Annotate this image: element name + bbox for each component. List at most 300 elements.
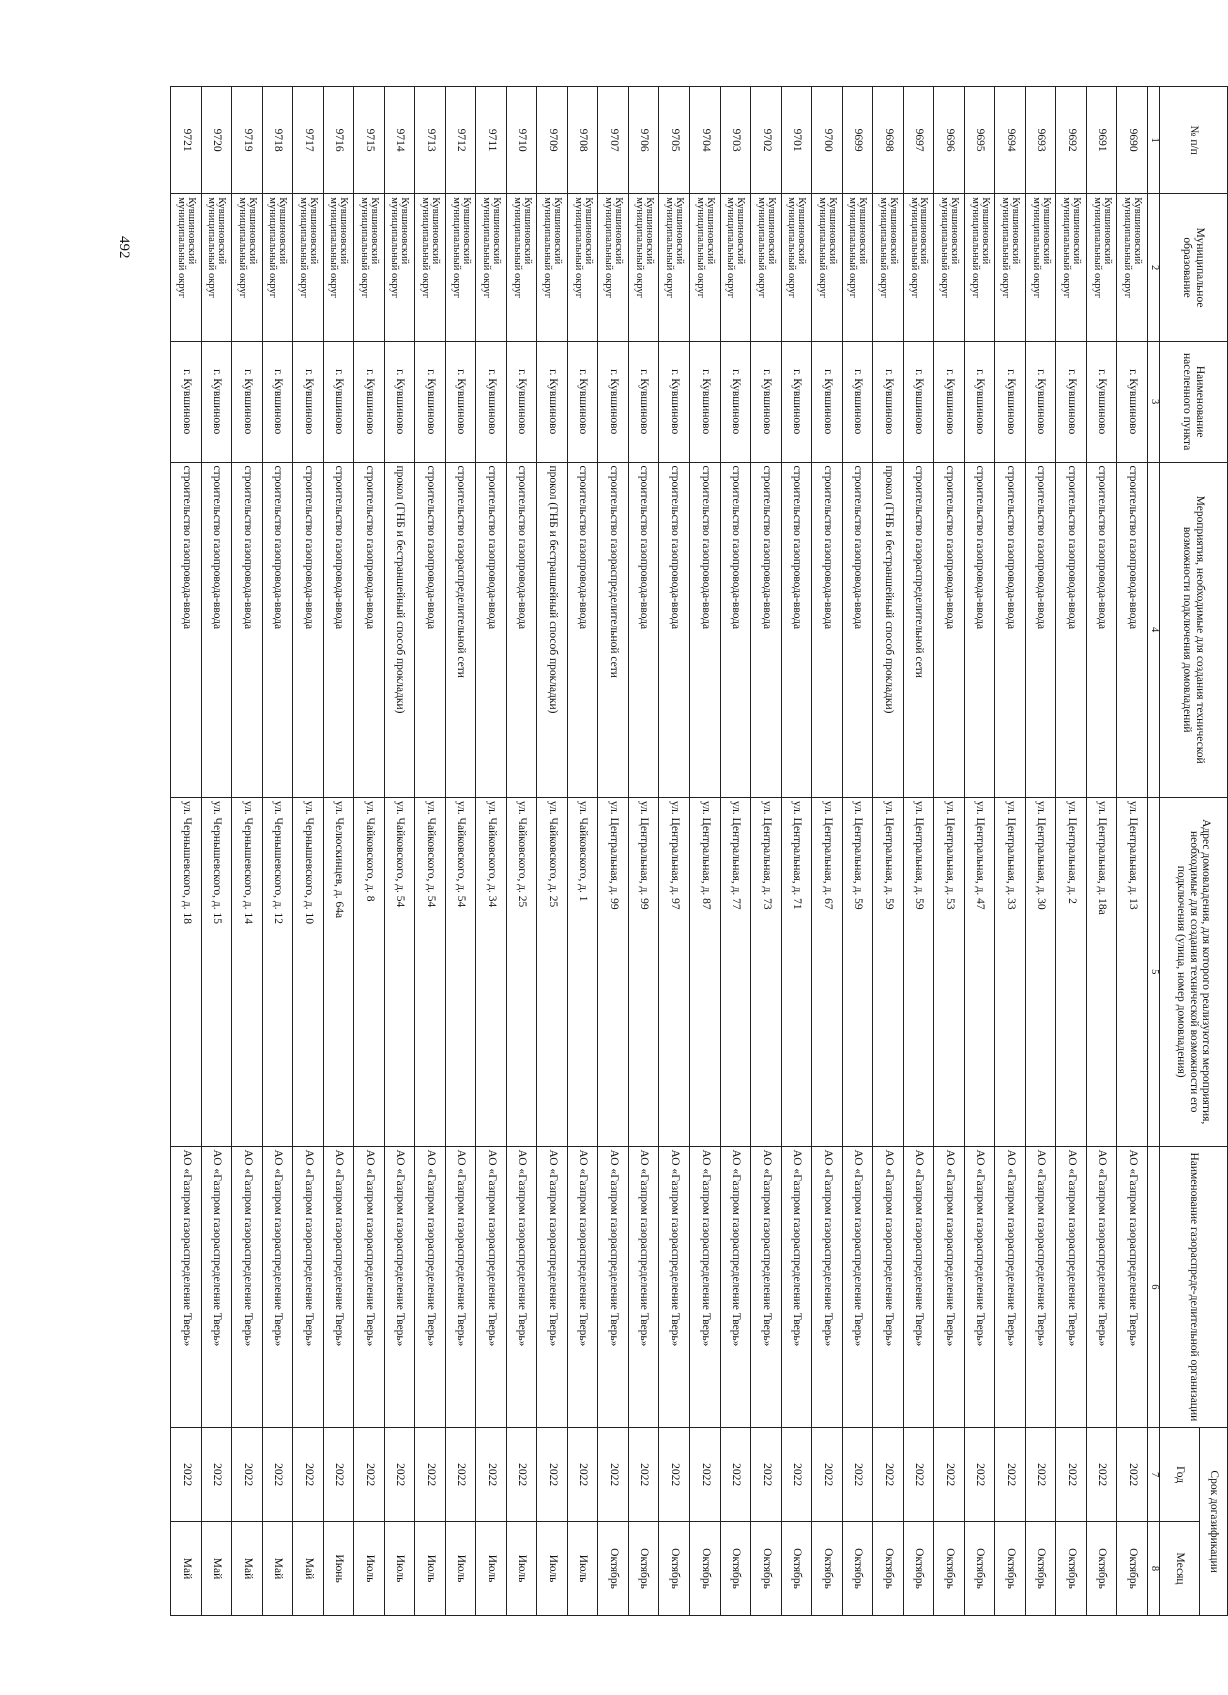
action-cell: строительство газопровода-ввода: [201, 462, 232, 797]
municipality-cell: Кувшиновский муниципальный округ: [903, 194, 934, 342]
municipality-cell: Кувшиновский муниципальный округ: [1056, 194, 1087, 342]
municipality-cell: Кувшиновский муниципальный округ: [506, 194, 537, 342]
table-row: [1117, 87, 1148, 1616]
table-row: [415, 87, 446, 1616]
address-cell: ул. Центральная, д. 67: [812, 797, 843, 1146]
row-number-cell: 9698: [873, 87, 904, 194]
action-cell: строительство газопровода-ввода: [1086, 462, 1117, 797]
row-number-cell: 9709: [537, 87, 568, 194]
index-cell: 1: [1148, 87, 1160, 194]
month-cell: Октябрь: [1086, 1522, 1117, 1616]
row-number-cell: 9696: [934, 87, 965, 194]
header-year: Год: [1160, 1428, 1200, 1522]
table-row: [781, 87, 812, 1616]
year-cell: 2022: [201, 1428, 232, 1522]
municipality-cell: Кувшиновский муниципальный округ: [1117, 194, 1148, 342]
address-cell: ул. Центральная, д. 87: [690, 797, 721, 1146]
month-cell: Июль: [537, 1522, 568, 1616]
month-cell: Октябрь: [751, 1522, 782, 1616]
row-number-cell: 9716: [323, 87, 354, 194]
table-row: [384, 87, 415, 1616]
row-number-cell: 9695: [964, 87, 995, 194]
address-cell: ул. Чернышевского, д. 18: [171, 797, 202, 1146]
locality-cell: г. Кувшиново: [232, 341, 263, 462]
header-deadline: Срок догазификации: [1200, 1428, 1228, 1616]
address-cell: ул. Центральная, д. 99: [598, 797, 629, 1146]
table-row: [293, 87, 324, 1616]
year-cell: 2022: [934, 1428, 965, 1522]
month-cell: Октябрь: [934, 1522, 965, 1616]
address-cell: ул. Чайковского, д. 25: [506, 797, 537, 1146]
table-row: [628, 87, 659, 1616]
table-row: [171, 87, 202, 1616]
address-cell: ул. Чайковского, д. 25: [537, 797, 568, 1146]
organization-cell: АО «Газпром газораспределение Тверь»: [537, 1146, 568, 1428]
month-cell: Июль: [384, 1522, 415, 1616]
table-row: [262, 87, 293, 1616]
organization-cell: АО «Газпром газораспределение Тверь»: [598, 1146, 629, 1428]
row-number-cell: 9700: [812, 87, 843, 194]
year-cell: 2022: [384, 1428, 415, 1522]
table-row: [537, 87, 568, 1616]
address-cell: ул. Чернышевского, д. 15: [201, 797, 232, 1146]
year-cell: 2022: [476, 1428, 507, 1522]
action-cell: прокол (ГНБ и бестраншейный способ прокладки): [873, 462, 904, 797]
address-cell: ул. Центральная, д. 71: [781, 797, 812, 1146]
organization-cell: АО «Газпром газораспределение Тверь»: [842, 1146, 873, 1428]
row-number-cell: 9719: [232, 87, 263, 194]
municipality-cell: Кувшиновский муниципальный округ: [171, 194, 202, 342]
action-cell: строительство газопровода-ввода: [354, 462, 385, 797]
municipality-cell: Кувшиновский муниципальный округ: [628, 194, 659, 342]
header-org: Наименование газораспреде-делительной организации: [1160, 1146, 1228, 1428]
municipality-cell: Кувшиновский муниципальный округ: [598, 194, 629, 342]
locality-cell: г. Кувшиново: [171, 341, 202, 462]
month-cell: Июнь: [323, 1522, 354, 1616]
year-cell: 2022: [964, 1428, 995, 1522]
municipality-cell: Кувшиновский муниципальный округ: [445, 194, 476, 342]
locality-cell: г. Кувшиново: [598, 341, 629, 462]
year-cell: 2022: [567, 1428, 598, 1522]
year-cell: 2022: [232, 1428, 263, 1522]
table-row: [506, 87, 537, 1616]
action-cell: прокол (ГНБ и бестраншейный способ прокладки): [384, 462, 415, 797]
locality-cell: г. Кувшиново: [628, 341, 659, 462]
month-cell: Июль: [415, 1522, 446, 1616]
year-cell: 2022: [293, 1428, 324, 1522]
year-cell: 2022: [1056, 1428, 1087, 1522]
row-number-cell: 9706: [628, 87, 659, 194]
month-cell: Июль: [506, 1522, 537, 1616]
locality-cell: г. Кувшиново: [262, 341, 293, 462]
table-row: [445, 87, 476, 1616]
municipality-cell: Кувшиновский муниципальный округ: [812, 194, 843, 342]
organization-cell: АО «Газпром газораспределение Тверь»: [201, 1146, 232, 1428]
table-row: [934, 87, 965, 1616]
action-cell: строительство газопровода-ввода: [476, 462, 507, 797]
municipality-cell: Кувшиновский муниципальный округ: [384, 194, 415, 342]
table-row: [1056, 87, 1087, 1616]
address-cell: ул. Центральная, д. 99: [628, 797, 659, 1146]
row-number-cell: 9705: [659, 87, 690, 194]
address-cell: ул. Чайковского, д. 54: [445, 797, 476, 1146]
address-cell: ул. Чернышевского, д. 12: [262, 797, 293, 1146]
year-cell: 2022: [995, 1428, 1026, 1522]
address-cell: ул. Чайковского, д. 54: [384, 797, 415, 1146]
action-cell: строительство газопровода-ввода: [262, 462, 293, 797]
header-address: Адрес домовладения, для которого реализуются мероприятия, необходимые для создания технической возможности его подключения (улица, номер домовладения): [1160, 797, 1228, 1146]
action-cell: строительство газопровода-ввода: [415, 462, 446, 797]
table-row: [201, 87, 232, 1616]
year-cell: 2022: [873, 1428, 904, 1522]
municipality-cell: Кувшиновский муниципальный округ: [476, 194, 507, 342]
municipality-cell: Кувшиновский муниципальный округ: [415, 194, 446, 342]
table-row: [323, 87, 354, 1616]
row-number-cell: 9702: [751, 87, 782, 194]
year-cell: 2022: [690, 1428, 721, 1522]
locality-cell: г. Кувшиново: [323, 341, 354, 462]
action-cell: строительство газопровода-ввода: [842, 462, 873, 797]
address-cell: ул. Центральная, д. 59: [873, 797, 904, 1146]
month-cell: Октябрь: [781, 1522, 812, 1616]
table-row: [232, 87, 263, 1616]
municipality-cell: Кувшиновский муниципальный округ: [659, 194, 690, 342]
table-row: [1086, 87, 1117, 1616]
table-row: [354, 87, 385, 1616]
address-cell: ул. Центральная, д. 13: [1117, 797, 1148, 1146]
action-cell: строительство газопровода-ввода: [781, 462, 812, 797]
organization-cell: АО «Газпром газораспределение Тверь»: [445, 1146, 476, 1428]
organization-cell: АО «Газпром газораспределение Тверь»: [262, 1146, 293, 1428]
month-cell: Октябрь: [1025, 1522, 1056, 1616]
month-cell: Октябрь: [873, 1522, 904, 1616]
year-cell: 2022: [537, 1428, 568, 1522]
month-cell: Октябрь: [995, 1522, 1026, 1616]
table-row: [995, 87, 1026, 1616]
locality-cell: г. Кувшиново: [781, 341, 812, 462]
month-cell: Октябрь: [690, 1522, 721, 1616]
locality-cell: г. Кувшиново: [659, 341, 690, 462]
month-cell: Октябрь: [812, 1522, 843, 1616]
municipality-cell: Кувшиновский муниципальный округ: [934, 194, 965, 342]
municipality-cell: Кувшиновский муниципальный округ: [323, 194, 354, 342]
locality-cell: г. Кувшиново: [964, 341, 995, 462]
month-cell: Май: [262, 1522, 293, 1616]
address-cell: ул. Центральная, д. 59: [903, 797, 934, 1146]
action-cell: строительство газораспределительной сети: [598, 462, 629, 797]
address-cell: ул. Центральная, д. 33: [995, 797, 1026, 1146]
year-cell: 2022: [628, 1428, 659, 1522]
year-cell: 2022: [506, 1428, 537, 1522]
month-cell: Октябрь: [1117, 1522, 1148, 1616]
row-number-cell: 9711: [476, 87, 507, 194]
organization-cell: АО «Газпром газораспределение Тверь»: [293, 1146, 324, 1428]
action-cell: строительство газопровода-ввода: [659, 462, 690, 797]
address-cell: ул. Центральная, д. 47: [964, 797, 995, 1146]
month-cell: Июль: [476, 1522, 507, 1616]
address-cell: ул. Чайковского, д. 54: [415, 797, 446, 1146]
municipality-cell: Кувшиновский муниципальный округ: [567, 194, 598, 342]
index-cell: 7: [1148, 1428, 1160, 1522]
municipality-cell: Кувшиновский муниципальный округ: [781, 194, 812, 342]
municipality-cell: Кувшиновский муниципальный округ: [842, 194, 873, 342]
table-row: [720, 87, 751, 1616]
locality-cell: г. Кувшиново: [506, 341, 537, 462]
municipality-cell: Кувшиновский муниципальный округ: [690, 194, 721, 342]
municipality-cell: Кувшиновский муниципальный округ: [537, 194, 568, 342]
index-cell: 3: [1148, 341, 1160, 462]
organization-cell: АО «Газпром газораспределение Тверь»: [964, 1146, 995, 1428]
action-cell: строительство газопровода-ввода: [995, 462, 1026, 797]
municipality-cell: Кувшиновский муниципальный округ: [262, 194, 293, 342]
action-cell: строительство газопровода-ввода: [506, 462, 537, 797]
action-cell: строительство газопровода-ввода: [293, 462, 324, 797]
organization-cell: АО «Газпром газораспределение Тверь»: [812, 1146, 843, 1428]
address-cell: ул. Центральная, д. 73: [751, 797, 782, 1146]
row-number-cell: 9692: [1056, 87, 1087, 194]
locality-cell: г. Кувшиново: [293, 341, 324, 462]
locality-cell: г. Кувшиново: [567, 341, 598, 462]
municipality-cell: Кувшиновский муниципальный округ: [354, 194, 385, 342]
table-row: [1025, 87, 1056, 1616]
month-cell: Октябрь: [659, 1522, 690, 1616]
action-cell: строительство газопровода-ввода: [720, 462, 751, 797]
locality-cell: г. Кувшиново: [842, 341, 873, 462]
row-number-cell: 9721: [171, 87, 202, 194]
index-cell: 8: [1148, 1522, 1160, 1616]
organization-cell: АО «Газпром газораспределение Тверь»: [1086, 1146, 1117, 1428]
locality-cell: г. Кувшиново: [476, 341, 507, 462]
page-number: 492: [116, 236, 132, 259]
locality-cell: г. Кувшиново: [445, 341, 476, 462]
header-month: Месяц: [1160, 1522, 1200, 1616]
table-row: [659, 87, 690, 1616]
action-cell: строительство газопровода-ввода: [751, 462, 782, 797]
row-number-cell: 9707: [598, 87, 629, 194]
header-num: № п/п: [1160, 87, 1228, 194]
municipality-cell: Кувшиновский муниципальный округ: [201, 194, 232, 342]
index-cell: 2: [1148, 194, 1160, 342]
month-cell: Май: [201, 1522, 232, 1616]
action-cell: строительство газопровода-ввода: [812, 462, 843, 797]
locality-cell: г. Кувшиново: [934, 341, 965, 462]
year-cell: 2022: [842, 1428, 873, 1522]
locality-cell: г. Кувшиново: [537, 341, 568, 462]
row-number-cell: 9712: [445, 87, 476, 194]
header-action: Мероприятия, необходимые для создания технической возможности подключения домовладений: [1160, 462, 1228, 797]
municipality-cell: Кувшиновский муниципальный округ: [720, 194, 751, 342]
action-cell: прокол (ГНБ и бестраншейный способ прокладки): [537, 462, 568, 797]
year-cell: 2022: [720, 1428, 751, 1522]
municipality-cell: Кувшиновский муниципальный округ: [293, 194, 324, 342]
action-cell: строительство газопровода-ввода: [232, 462, 263, 797]
organization-cell: АО «Газпром газораспределение Тверь»: [720, 1146, 751, 1428]
municipality-cell: Кувшиновский муниципальный округ: [995, 194, 1026, 342]
action-cell: строительство газораспределительной сети: [903, 462, 934, 797]
municipality-cell: Кувшиновский муниципальный округ: [751, 194, 782, 342]
table-row: [873, 87, 904, 1616]
year-cell: 2022: [659, 1428, 690, 1522]
table-body: [171, 87, 1160, 1616]
rotated-table-container: [170, 86, 1228, 1616]
row-number-cell: 9710: [506, 87, 537, 194]
year-cell: 2022: [1025, 1428, 1056, 1522]
row-number-cell: 9691: [1086, 87, 1117, 194]
action-cell: строительство газопровода-ввода: [934, 462, 965, 797]
locality-cell: г. Кувшиново: [384, 341, 415, 462]
month-cell: Май: [293, 1522, 324, 1616]
gasification-table: [170, 86, 1228, 1616]
table-row: [812, 87, 843, 1616]
table-row: [598, 87, 629, 1616]
table-row: [690, 87, 721, 1616]
action-cell: строительство газопровода-ввода: [171, 462, 202, 797]
address-cell: ул. Чернышевского, д. 14: [232, 797, 263, 1146]
row-number-cell: 9714: [384, 87, 415, 194]
organization-cell: АО «Газпром газораспределение Тверь»: [934, 1146, 965, 1428]
address-cell: ул. Центральная, д. 77: [720, 797, 751, 1146]
action-cell: строительство газопровода-ввода: [1117, 462, 1148, 797]
organization-cell: АО «Газпром газораспределение Тверь»: [323, 1146, 354, 1428]
organization-cell: АО «Газпром газораспределение Тверь»: [1117, 1146, 1148, 1428]
organization-cell: АО «Газпром газораспределение Тверь»: [659, 1146, 690, 1428]
organization-cell: АО «Газпром газораспределение Тверь»: [690, 1146, 721, 1428]
locality-cell: г. Кувшиново: [1025, 341, 1056, 462]
year-cell: 2022: [354, 1428, 385, 1522]
month-cell: Июль: [567, 1522, 598, 1616]
municipality-cell: Кувшиновский муниципальный округ: [232, 194, 263, 342]
month-cell: Октябрь: [842, 1522, 873, 1616]
organization-cell: АО «Газпром газораспределение Тверь»: [232, 1146, 263, 1428]
municipality-cell: Кувшиновский муниципальный округ: [873, 194, 904, 342]
action-cell: строительство газораспределительной сети: [445, 462, 476, 797]
organization-cell: АО «Газпром газораспределение Тверь»: [506, 1146, 537, 1428]
address-cell: ул. Центральная, д. 30: [1025, 797, 1056, 1146]
month-cell: Октябрь: [1056, 1522, 1087, 1616]
row-number-cell: 9718: [262, 87, 293, 194]
action-cell: строительство газопровода-ввода: [1025, 462, 1056, 797]
organization-cell: АО «Газпром газораспределение Тверь»: [476, 1146, 507, 1428]
row-number-cell: 9717: [293, 87, 324, 194]
year-cell: 2022: [812, 1428, 843, 1522]
action-cell: строительство газопровода-ввода: [628, 462, 659, 797]
year-cell: 2022: [1086, 1428, 1117, 1522]
index-cell: 5: [1148, 797, 1160, 1146]
column-index-row: [1148, 87, 1160, 1616]
year-cell: 2022: [751, 1428, 782, 1522]
row-number-cell: 9690: [1117, 87, 1148, 194]
organization-cell: АО «Газпром газораспределение Тверь»: [384, 1146, 415, 1428]
municipality-cell: Кувшиновский муниципальный округ: [964, 194, 995, 342]
address-cell: ул. Центральная, д. 18а: [1086, 797, 1117, 1146]
organization-cell: АО «Газпром газораспределение Тверь»: [995, 1146, 1026, 1428]
address-cell: ул. Чернышевского, д. 10: [293, 797, 324, 1146]
locality-cell: г. Кувшиново: [873, 341, 904, 462]
year-cell: 2022: [1117, 1428, 1148, 1522]
locality-cell: г. Кувшиново: [812, 341, 843, 462]
year-cell: 2022: [781, 1428, 812, 1522]
locality-cell: г. Кувшиново: [1086, 341, 1117, 462]
action-cell: строительство газопровода-ввода: [964, 462, 995, 797]
address-cell: ул. Центральная, д. 53: [934, 797, 965, 1146]
organization-cell: АО «Газпром газораспределение Тверь»: [1056, 1146, 1087, 1428]
organization-cell: АО «Газпром газораспределение Тверь»: [628, 1146, 659, 1428]
table-row: [964, 87, 995, 1616]
row-number-cell: 9693: [1025, 87, 1056, 194]
row-number-cell: 9713: [415, 87, 446, 194]
year-cell: 2022: [323, 1428, 354, 1522]
table-row: [476, 87, 507, 1616]
locality-cell: г. Кувшиново: [415, 341, 446, 462]
organization-cell: АО «Газпром газораспределение Тверь»: [903, 1146, 934, 1428]
table-row: [903, 87, 934, 1616]
year-cell: 2022: [415, 1428, 446, 1522]
address-cell: ул. Чайковского, д. 1: [567, 797, 598, 1146]
organization-cell: АО «Газпром газораспределение Тверь»: [415, 1146, 446, 1428]
year-cell: 2022: [903, 1428, 934, 1522]
address-cell: ул. Центральная, д. 2: [1056, 797, 1087, 1146]
locality-cell: г. Кувшиново: [903, 341, 934, 462]
locality-cell: г. Кувшиново: [690, 341, 721, 462]
organization-cell: АО «Газпром газораспределение Тверь»: [873, 1146, 904, 1428]
index-cell: 4: [1148, 462, 1160, 797]
organization-cell: АО «Газпром газораспределение Тверь»: [781, 1146, 812, 1428]
table-row: [751, 87, 782, 1616]
action-cell: строительство газопровода-ввода: [323, 462, 354, 797]
municipality-cell: Кувшиновский муниципальный округ: [1025, 194, 1056, 342]
locality-cell: г. Кувшиново: [1056, 341, 1087, 462]
action-cell: строительство газопровода-ввода: [1056, 462, 1087, 797]
year-cell: 2022: [262, 1428, 293, 1522]
organization-cell: АО «Газпром газораспределение Тверь»: [751, 1146, 782, 1428]
row-number-cell: 9720: [201, 87, 232, 194]
month-cell: Июль: [445, 1522, 476, 1616]
month-cell: Май: [171, 1522, 202, 1616]
locality-cell: г. Кувшиново: [720, 341, 751, 462]
locality-cell: г. Кувшиново: [354, 341, 385, 462]
municipality-cell: Кувшиновский муниципальный округ: [1086, 194, 1117, 342]
index-cell: 6: [1148, 1146, 1160, 1428]
address-cell: ул. Центральная, д. 59: [842, 797, 873, 1146]
row-number-cell: 9715: [354, 87, 385, 194]
year-cell: 2022: [445, 1428, 476, 1522]
organization-cell: АО «Газпром газораспределение Тверь»: [567, 1146, 598, 1428]
locality-cell: г. Кувшиново: [1117, 341, 1148, 462]
locality-cell: г. Кувшиново: [995, 341, 1026, 462]
header-municipality: Муниципальное образование: [1160, 194, 1228, 342]
row-number-cell: 9694: [995, 87, 1026, 194]
month-cell: Октябрь: [628, 1522, 659, 1616]
month-cell: Октябрь: [964, 1522, 995, 1616]
month-cell: Октябрь: [903, 1522, 934, 1616]
month-cell: Октябрь: [598, 1522, 629, 1616]
organization-cell: АО «Газпром газораспределение Тверь»: [171, 1146, 202, 1428]
action-cell: строительство газопровода-ввода: [690, 462, 721, 797]
month-cell: Июль: [354, 1522, 385, 1616]
month-cell: Октябрь: [720, 1522, 751, 1616]
address-cell: ул. Чайковского, д. 8: [354, 797, 385, 1146]
row-number-cell: 9699: [842, 87, 873, 194]
year-cell: 2022: [171, 1428, 202, 1522]
address-cell: ул. Чайковского, д. 34: [476, 797, 507, 1146]
table-row: [567, 87, 598, 1616]
organization-cell: АО «Газпром газораспределение Тверь»: [354, 1146, 385, 1428]
year-cell: 2022: [598, 1428, 629, 1522]
month-cell: Май: [232, 1522, 263, 1616]
locality-cell: г. Кувшиново: [751, 341, 782, 462]
action-cell: строительство газопровода-ввода: [567, 462, 598, 797]
organization-cell: АО «Газпром газораспределение Тверь»: [1025, 1146, 1056, 1428]
